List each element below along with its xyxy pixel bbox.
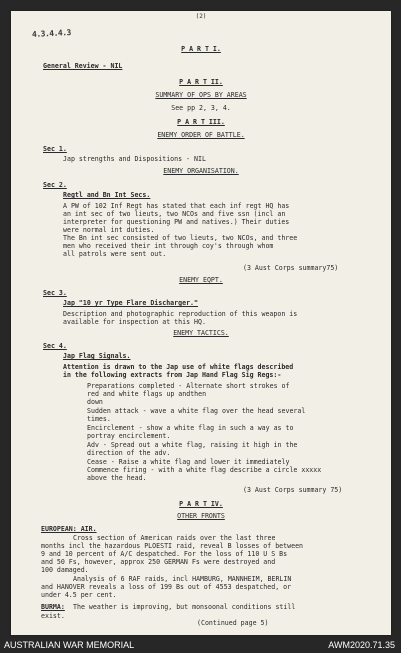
sec-4-title: Jap Flag Signals.: [63, 352, 131, 360]
part-4-heading: P A R T IV.: [179, 500, 223, 508]
page-marker: (2): [195, 13, 207, 20]
sec-3-label: Sec 3.: [43, 289, 67, 297]
europe-line: months incl the hazardous PLOESTI raid, reveal B losses of between: [41, 542, 304, 550]
europe-line: under 4.5 per cent.: [41, 591, 117, 599]
sec-2-line: an int sec of two lieuts, two NCOs and five ssn (incl an: [63, 210, 286, 218]
europe-line: and HANOVER reveals a loss of 199 Bs out of 4553 despatched, or: [41, 583, 292, 591]
footer-source: AUSTRALIAN WAR MEMORIAL: [4, 640, 135, 650]
flag-signal-line: Sudden attack - wave a white flag over the head several: [87, 407, 306, 415]
sec-3-title: Jap "10 yr Type Flare Discharger.": [63, 299, 198, 307]
continued-note: (Continued page 5): [197, 619, 269, 627]
europe-line: Cross section of American raids over the last three: [73, 534, 276, 542]
europe-label: EUROPEAN: AIR.: [41, 525, 97, 533]
flag-signal-line: times.: [87, 415, 111, 423]
other-fronts-heading: OTHER FRONTS: [177, 512, 225, 520]
flag-signal-line: Encirclement - show a white flag in such a way as to: [87, 424, 294, 432]
sec-4-label: Sec 4.: [43, 342, 67, 350]
sec-2-line: men who received their int through coy's through whom: [63, 242, 274, 250]
sec-2-line: interpreter for questioning PW and natives.) Their duties: [63, 218, 290, 226]
sec-2-line: A PW of 102 Inf Regt has stated that each inf regt HQ has: [63, 202, 290, 210]
document-page: [11, 11, 391, 635]
europe-line: 9 and 10 percent of A/C despatched. For the loss of 110 U S Bs: [41, 550, 288, 558]
flag-signal-line: portray encirclement.: [87, 432, 171, 440]
part-2-reference: See pp 2, 3, 4.: [171, 104, 231, 112]
footer-accession-number: AWM2020.71.35: [328, 640, 395, 650]
sec-1-text: Jap strengths and Dispositions - NIL: [63, 155, 206, 163]
sec-2-line: were normal int duties.: [63, 226, 155, 234]
sec-4-reference: (3 Aust Corps summary 75): [243, 486, 343, 494]
burma-label: BURMA:: [41, 603, 65, 611]
enemy-eqpt-heading: ENEMY EQPT.: [179, 276, 223, 284]
flag-signal-line: Adv - Spread out a white flag, raising it high in the: [87, 441, 298, 449]
burma-line: The weather is improving, but monsoonal conditions still: [73, 603, 296, 611]
sec-4-intro: Attention is drawn to the Jap use of white flags described: [63, 363, 294, 371]
sec-2-label: Sec 2.: [43, 181, 67, 189]
general-review: General Review - NIL: [43, 62, 123, 70]
sec-3-line: Description and photographic reproduction of this weapon is: [63, 310, 298, 318]
enemy-order-of-battle-heading: ENEMY ORDER OF BATTLE.: [157, 131, 245, 139]
part-2-heading: P A R T II.: [179, 78, 223, 86]
sec-2-line: all patrols were sent out.: [63, 250, 167, 258]
archive-footer: [0, 637, 401, 653]
flag-signal-line: down: [87, 398, 103, 406]
burma-line: exist.: [41, 612, 65, 620]
europe-line: Analysis of 6 RAF raids, incl HAMBURG, MANNHEIM, BERLIN: [73, 575, 292, 583]
archive-stamp: 4.3.4.4.3: [31, 27, 72, 40]
flag-signal-line: Preparations completed - Alternate short strokes of: [87, 382, 290, 390]
sec-1-label: Sec 1.: [43, 145, 67, 153]
sec-3-line: available for inspection at this HQ.: [63, 318, 206, 326]
flag-signal-line: above the head.: [87, 474, 147, 482]
part-2-subheading: SUMMARY OF OPS BY AREAS: [155, 91, 247, 99]
sec-4-intro: in the following extracts from Jap Hand Flag Sig Regs:-: [63, 371, 282, 379]
enemy-tactics-heading: ENEMY TACTICS.: [173, 329, 229, 337]
europe-line: and 50 Fs, however, approx 250 GERMAN Fs were destroyed and: [41, 558, 276, 566]
sec-2-reference: (3 Aust Corps summary75): [243, 264, 339, 272]
flag-signal-line: direction of the adv.: [87, 449, 171, 457]
sec-2-title: Regtl and Bn Int Secs.: [63, 191, 151, 199]
flag-signal-line: Commence firing - with a white flag describe a circle xxxxx: [87, 466, 322, 474]
enemy-organisation-heading: ENEMY ORGANISATION.: [163, 167, 239, 175]
sec-2-line: The Bn int sec consisted of two lieuts, two NCOs, and three: [63, 234, 298, 242]
flag-signal-line: Cease - Raise a white flag and lower it immediately: [87, 458, 290, 466]
part-3-heading: P A R T III.: [177, 118, 225, 126]
europe-line: 100 damaged.: [41, 566, 89, 574]
part-1-heading: P A R T I.: [181, 45, 221, 53]
flag-signal-line: red and white flags up andthen: [87, 390, 207, 398]
